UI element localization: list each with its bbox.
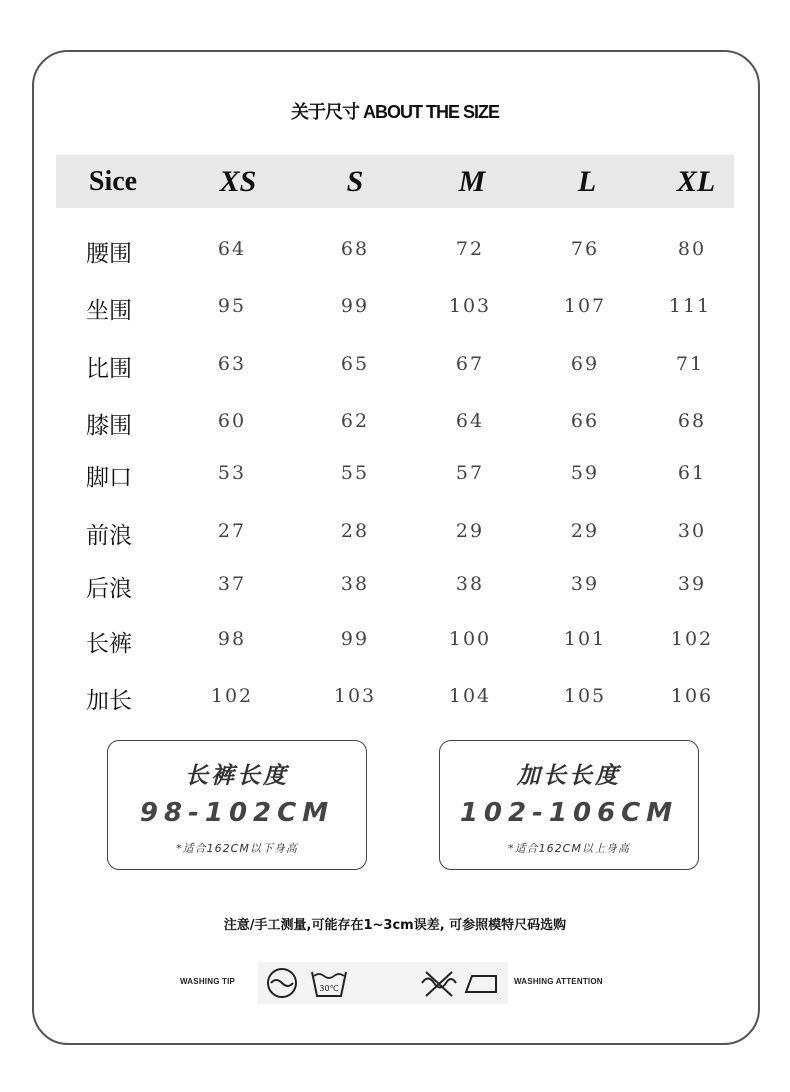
cell-value: 64 [455, 410, 485, 432]
row-label: 长裤 [86, 631, 132, 657]
cell-value: 65 [340, 353, 370, 375]
cell-value: 105 [563, 685, 607, 707]
box-range: 98-102CM [139, 798, 335, 828]
row-label: 比围 [86, 356, 132, 382]
table-row [0, 517, 790, 547]
cell-value: 98 [217, 628, 247, 650]
cell-value: 100 [448, 628, 492, 650]
table-row [0, 570, 790, 600]
table-row [0, 625, 790, 655]
row-label: 脚口 [86, 465, 132, 491]
cell-value: 39 [570, 573, 600, 595]
header-cell-sice: Sice [88, 166, 138, 197]
header-cell-m: M [458, 165, 486, 198]
cell-value: 68 [677, 410, 707, 432]
no-wring-icon [418, 966, 460, 1000]
cell-value: 57 [455, 462, 485, 484]
cell-value: 59 [570, 462, 600, 484]
box-note: *适合162CM以下身高 [176, 842, 298, 855]
cell-value: 95 [217, 295, 247, 317]
box-title: 加长长度 [517, 763, 621, 789]
box-note: *适合162CM以上身高 [508, 842, 630, 855]
cell-value: 101 [563, 628, 607, 650]
cell-value: 80 [677, 238, 707, 260]
cell-value: 29 [455, 520, 485, 542]
table-row [0, 407, 790, 437]
cell-value: 63 [217, 353, 247, 375]
cell-value: 111 [668, 295, 712, 317]
header-cell-s: S [346, 165, 364, 198]
cell-value: 102 [210, 685, 254, 707]
cell-value: 69 [570, 353, 600, 375]
box-range: 102-106CM [459, 798, 679, 828]
cell-value: 99 [340, 628, 370, 650]
cell-value: 103 [448, 295, 492, 317]
cell-value: 64 [217, 238, 247, 260]
header-cell-xl: XL [676, 165, 716, 198]
cell-value: 72 [455, 238, 485, 260]
cell-value: 29 [570, 520, 600, 542]
cell-value: 60 [217, 410, 247, 432]
cell-value: 102 [670, 628, 714, 650]
wash-30c-icon [308, 966, 350, 1000]
cell-value: 55 [340, 462, 370, 484]
regular-length-box [107, 740, 367, 870]
washing-tip-label: WASHING TIP [180, 977, 236, 986]
cell-value: 76 [570, 238, 600, 260]
row-label: 前浪 [86, 523, 132, 549]
gentle-wash-icon [262, 965, 302, 1001]
box-title: 长裤长度 [185, 763, 289, 789]
cell-value: 38 [455, 573, 485, 595]
row-label: 腰围 [86, 241, 132, 267]
row-label: 膝围 [86, 413, 132, 439]
row-label: 坐围 [86, 298, 132, 324]
cell-value: 99 [340, 295, 370, 317]
cell-value: 68 [340, 238, 370, 260]
cell-value: 66 [570, 410, 600, 432]
cell-value: 37 [217, 573, 247, 595]
row-label: 加长 [86, 688, 132, 714]
cell-value: 30 [677, 520, 707, 542]
page-title: 关于尺寸 ABOUT THE SIZE [290, 102, 499, 122]
table-row [0, 235, 790, 265]
wash-temp-label: 30℃ [319, 984, 339, 993]
cell-value: 104 [448, 685, 492, 707]
table-row [0, 350, 790, 380]
iron-icon [462, 968, 502, 998]
cell-value: 61 [677, 462, 707, 484]
header-cell-xs: XS [219, 165, 257, 198]
cell-value: 71 [675, 353, 705, 375]
cell-value: 62 [340, 410, 370, 432]
extended-length-box [439, 740, 699, 870]
cell-value: 27 [217, 520, 247, 542]
header-cell-l: L [577, 165, 597, 198]
measurement-notice: 注意/手工测量,可能存在1~3cm误差, 可参照模特尺码选购 [223, 918, 567, 933]
cell-value: 28 [340, 520, 370, 542]
cell-value: 106 [670, 685, 714, 707]
washing-attention-label: WASHING ATTENTION [514, 977, 603, 986]
cell-value: 39 [677, 573, 707, 595]
cell-value: 103 [333, 685, 377, 707]
table-row [0, 292, 790, 322]
table-row [0, 682, 790, 712]
cell-value: 107 [563, 295, 607, 317]
row-label: 后浪 [86, 576, 132, 602]
cell-value: 53 [217, 462, 247, 484]
table-row [0, 459, 790, 489]
cell-value: 67 [455, 353, 485, 375]
cell-value: 38 [340, 573, 370, 595]
